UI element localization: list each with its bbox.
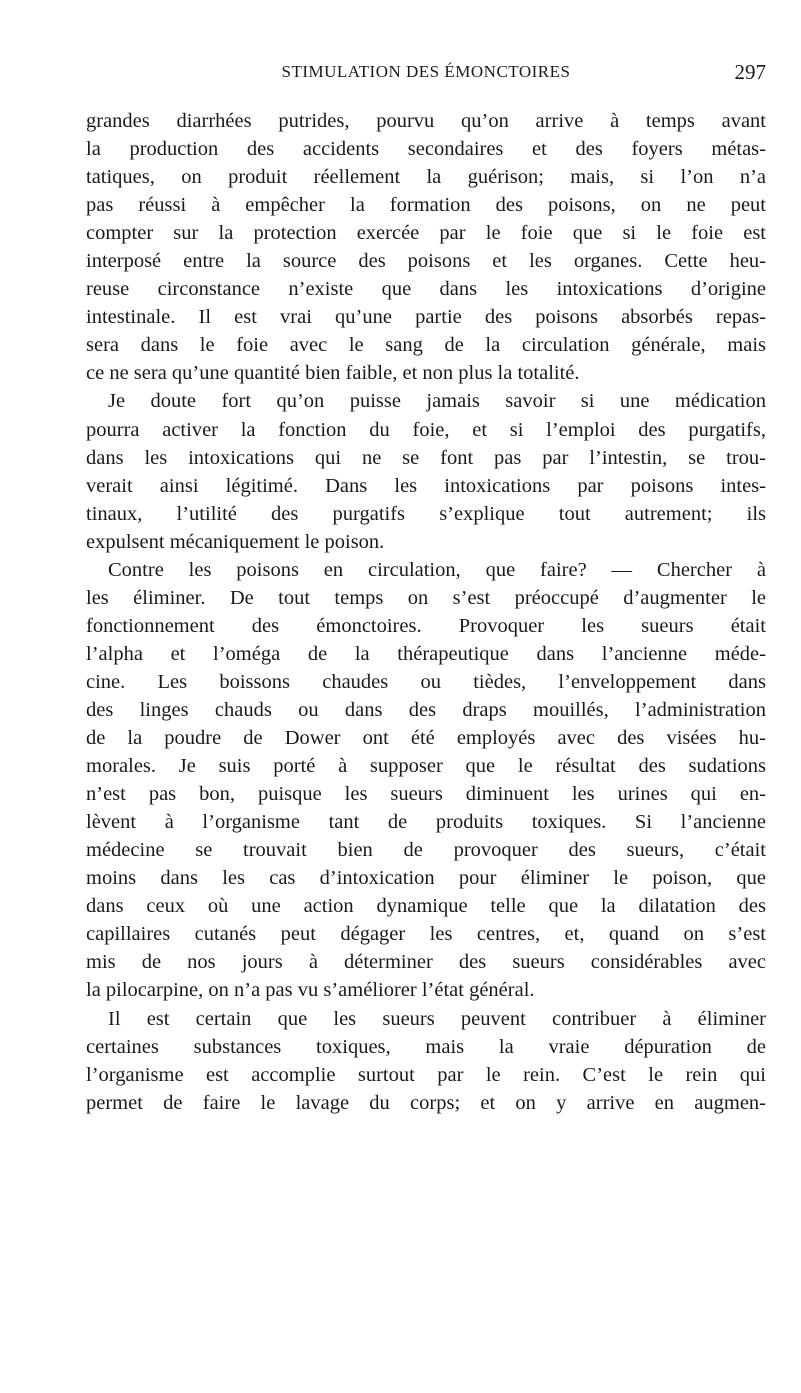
- text-line: de la poudre de Dower ont été employés avec des visées hu-: [86, 727, 766, 750]
- text-line: dans les intoxications qui ne se font pas par l’intestin, se trou-: [86, 446, 766, 469]
- text-line: tatiques, on produit réellement la guérison; mais, si l’on n’a: [86, 166, 766, 189]
- running-header: [86, 62, 766, 92]
- text-line: verait ainsi légitimé. Dans les intoxications par poisons intes-: [86, 474, 766, 497]
- text-line: l’organisme est accomplie surtout par le rein. C’est le rein qui: [86, 1063, 766, 1086]
- text-line: cine. Les boissons chaudes ou tièdes, l’enveloppement dans: [86, 670, 766, 693]
- text-line: Je doute fort qu’on puisse jamais savoir si une médication: [108, 390, 766, 413]
- text-line: Contre les poisons en circulation, que faire? — Chercher à: [108, 558, 766, 581]
- text-line: dans ceux où une action dynamique telle que la dilatation des: [86, 895, 766, 918]
- text-line: grandes diarrhées putrides, pourvu qu’on arrive à temps avant: [86, 110, 766, 132]
- text-line: fonctionnement des émonctoires. Provoquer les sueurs était: [86, 614, 766, 637]
- text-line: les éliminer. De tout temps on s’est préoccupé d’augmenter le: [86, 586, 766, 609]
- text-line: la pilocarpine, on n’a pas vu s’améliorer l’état général.: [86, 979, 535, 1002]
- text-line: interposé entre la source des poisons et les organes. Cette heu-: [86, 250, 766, 273]
- text-line: pas réussi à empêcher la formation des poisons, on ne peut: [86, 194, 766, 217]
- text-line: n’est pas bon, puisque les sueurs diminuent les urines qui en-: [86, 783, 766, 806]
- text-line: sera dans le foie avec le sang de la circulation générale, mais: [86, 334, 766, 357]
- text-line: expulsent mécaniquement le poison.: [86, 530, 385, 553]
- text-line: pourra activer la fonction du foie, et si l’emploi des purgatifs,: [86, 418, 766, 441]
- text-line: lèvent à l’organisme tant de produits toxiques. Si l’ancienne: [86, 811, 766, 834]
- text-line: Il est certain que les sueurs peuvent contribuer à éliminer: [108, 1007, 766, 1030]
- text-line: ce ne sera qu’une quantité bien faible, et non plus la totalité.: [86, 362, 580, 385]
- text-line: tinaux, l’utilité des purgatifs s’explique tout autrement; ils: [86, 502, 766, 525]
- text-line: mis de nos jours à déterminer des sueurs considérables avec: [86, 951, 766, 974]
- text-line: compter sur la protection exercée par le foie que si le foie est: [86, 222, 766, 245]
- text-line: la production des accidents secondaires et des foyers métas-: [86, 138, 766, 161]
- body-text: [86, 107, 766, 1117]
- text-line: reuse circonstance n’existe que dans les intoxications d’origine: [86, 278, 766, 301]
- text-line: certaines substances toxiques, mais la vraie dépuration de: [86, 1035, 766, 1058]
- text-line: moins dans les cas d’intoxication pour éliminer le poison, que: [86, 867, 766, 890]
- text-line: permet de faire le lavage du corps; et on y arrive en augmen-: [86, 1091, 766, 1114]
- text-line: capillaires cutanés peut dégager les centres, et, quand on s’est: [86, 923, 766, 946]
- page-number: 297: [734, 60, 766, 84]
- text-line: l’alpha et l’oméga de la thérapeutique dans l’ancienne méde-: [86, 642, 766, 665]
- text-line: intestinale. Il est vrai qu’une partie des poisons absorbés repas-: [86, 306, 766, 329]
- text-line: des linges chauds ou dans des draps mouillés, l’administration: [86, 698, 766, 721]
- text-line: morales. Je suis porté à supposer que le résultat des sudations: [86, 755, 766, 778]
- text-line: médecine se trouvait bien de provoquer des sueurs, c’était: [86, 839, 766, 862]
- running-title: STIMULATION DES ÉMONCTOIRES: [281, 62, 571, 81]
